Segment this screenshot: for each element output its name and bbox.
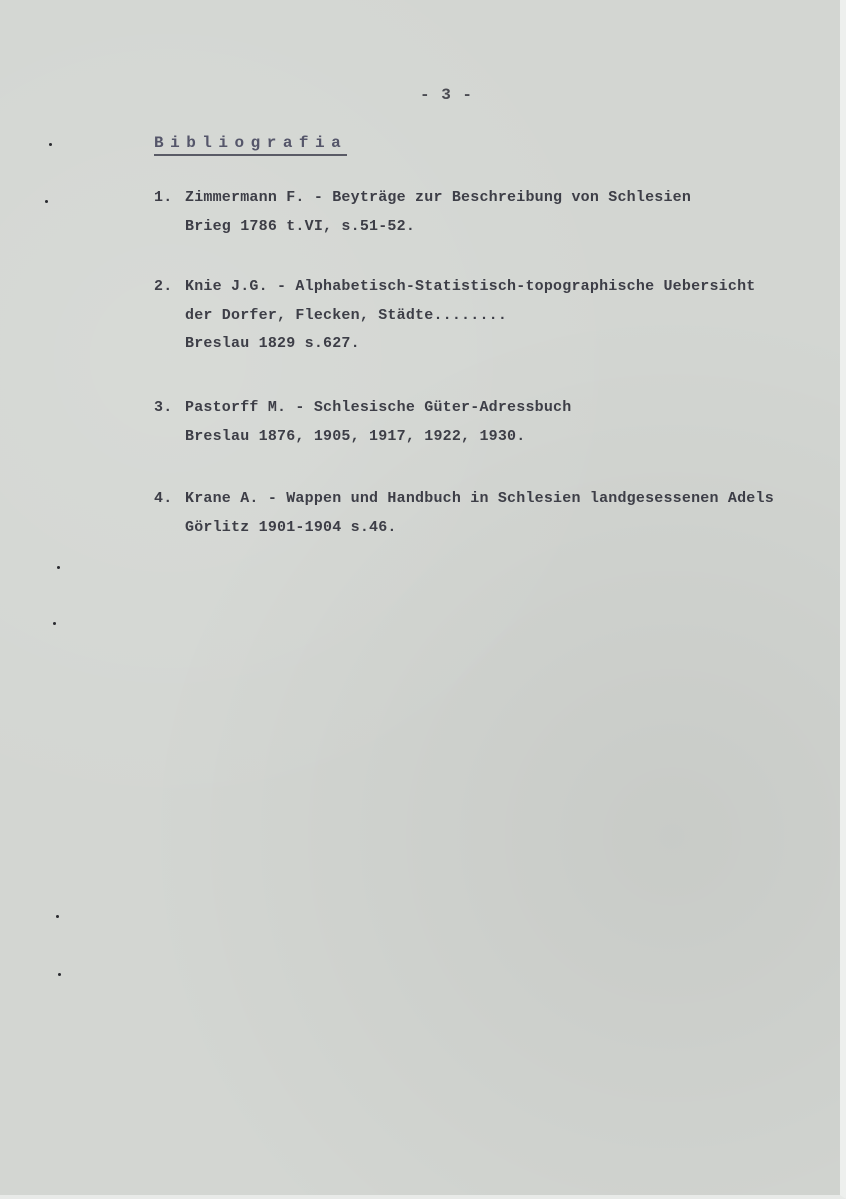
paper-speck: [45, 200, 48, 203]
entry-text: Krane A. - Wappen und Handbuch in Schlesien landgesessenen Adels: [185, 490, 774, 507]
entry-text: Breslau 1876, 1905, 1917, 1922, 1930.: [185, 427, 526, 445]
bibliography-entry: [154, 273, 756, 359]
entry-number: 3.: [154, 399, 173, 416]
bibliography-entry: [154, 394, 571, 451]
bibliography-entry: [154, 485, 774, 542]
paper-speck: [53, 622, 56, 625]
entry-text: Görlitz 1901-1904 s.46.: [185, 518, 397, 536]
entry-text: Brieg 1786 t.VI, s.51-52.: [185, 217, 416, 235]
page-number: - 3 -: [420, 86, 474, 104]
paper-speck: [56, 915, 59, 918]
entry-number: 2.: [154, 278, 173, 295]
entry-number: 1.: [154, 189, 173, 206]
entry-first-line: [154, 184, 691, 213]
paper-speck: [57, 566, 60, 569]
paper-speck: [58, 973, 61, 976]
entry-text: Knie J.G. - Alphabetisch-Statistisch-topographische Uebersicht: [185, 278, 756, 295]
entry-text: der Dorfer, Flecken, Städte........: [185, 306, 508, 324]
entry-text: Zimmermann F. - Beyträge zur Beschreibung von Schlesien: [185, 189, 692, 206]
entry-first-line: [154, 273, 756, 302]
entry-text: Breslau 1829 s.627.: [185, 335, 360, 352]
entry-first-line: [154, 485, 774, 514]
entry-first-line: [154, 394, 571, 423]
paper-speck: [49, 143, 52, 146]
entry-text: Pastorff M. - Schlesische Güter-Adressbuch: [185, 399, 572, 416]
bibliography-entry: [154, 184, 691, 241]
bibliography-heading: Bibliografia: [154, 134, 347, 156]
entry-number: 4.: [154, 490, 173, 507]
